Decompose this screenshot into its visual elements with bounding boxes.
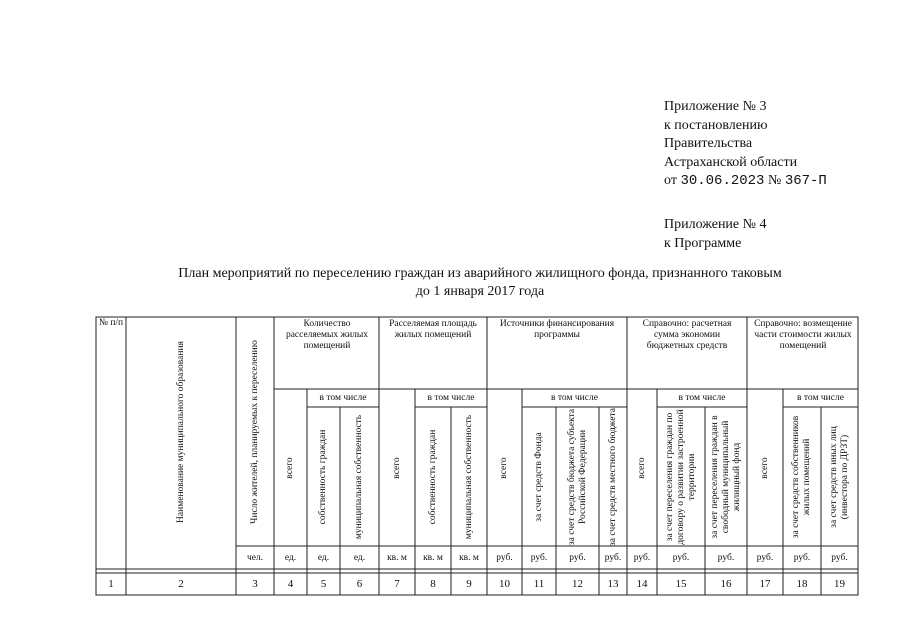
column-number-cell: 11 bbox=[533, 578, 545, 590]
col-area-municipal-label: муниципальная собственность bbox=[463, 414, 474, 540]
column-number-cell: 19 bbox=[834, 578, 845, 590]
number-sign: № bbox=[767, 173, 782, 188]
column-number-cell: 15 bbox=[675, 578, 687, 590]
unit-cell: руб. bbox=[672, 552, 690, 563]
column-number-cell: 9 bbox=[466, 578, 472, 590]
header-residents bbox=[236, 318, 274, 546]
unit-cell: руб. bbox=[633, 552, 651, 563]
resolution-number: 367-П bbox=[784, 173, 827, 189]
column-number-cell: 18 bbox=[796, 578, 808, 590]
col-count-total-label: всего bbox=[285, 457, 295, 479]
col-sources-fund bbox=[522, 408, 556, 546]
column-number-cell: 10 bbox=[499, 578, 510, 590]
col-count-citizens-label: собственность граждан bbox=[318, 429, 328, 525]
column-number-cell: 2 bbox=[178, 578, 184, 590]
incl-label-sources: в том числе bbox=[551, 393, 598, 403]
col-savings-total bbox=[627, 390, 657, 546]
group-refund-header: Справочно: возмещение части стоимости жилых помещений bbox=[754, 319, 852, 351]
unit-cell: ед. bbox=[317, 552, 330, 563]
group-area-header: Расселяемая площадь жилых помещений bbox=[389, 319, 477, 340]
col-sources-local-label: за счет средств местного бюджета bbox=[607, 408, 618, 546]
title-line1: План мероприятий по переселению граждан из аварийного жилищного фонда, признанного таковым bbox=[178, 266, 782, 281]
col-refund-investor bbox=[821, 408, 858, 546]
col-count-total bbox=[274, 390, 307, 546]
appendix-3-block bbox=[664, 98, 827, 191]
header-municipality bbox=[126, 318, 236, 546]
col-sources-region bbox=[556, 408, 599, 546]
column-number-cell: 8 bbox=[430, 578, 436, 590]
col-refund-owners bbox=[783, 408, 821, 546]
col-area-citizens bbox=[415, 408, 451, 546]
col-refund-investor-label: за счет средств иных лиц (инвестора по ДРЗТ) bbox=[828, 426, 850, 528]
column-number-cell: 5 bbox=[320, 578, 327, 590]
column-number-cell: 13 bbox=[607, 578, 619, 590]
unit-cell: руб. bbox=[756, 552, 774, 563]
unit-cell: руб. bbox=[717, 552, 735, 563]
title-line2: до 1 января 2017 года bbox=[415, 284, 545, 299]
col-area-total bbox=[379, 390, 415, 546]
col-savings-development-label: за счет переселения граждан по договору о развитии застроенной территории bbox=[664, 409, 697, 545]
incl-label-savings: в том числе bbox=[678, 393, 726, 403]
group-count-header: Количество расселяемых жилых помещений bbox=[285, 319, 369, 351]
resolution-date: 30.06.2023 bbox=[680, 173, 765, 189]
unit-cell: кв. м bbox=[459, 552, 479, 563]
incl-label-count: в том числе bbox=[319, 393, 367, 403]
col-count-citizens bbox=[307, 408, 340, 546]
unit-cell: ед. bbox=[353, 552, 366, 563]
col-area-citizens-label: собственность граждан bbox=[427, 429, 438, 525]
appendix-3-line4: Астраханской области bbox=[664, 154, 798, 170]
column-number-cell: 16 bbox=[720, 578, 732, 590]
col-savings-free-fund bbox=[705, 408, 747, 546]
col-sources-local bbox=[599, 408, 627, 546]
header-number: № п/п bbox=[98, 318, 124, 328]
unit-cell: руб. bbox=[831, 552, 848, 563]
appendix-3-line3: Правительства bbox=[664, 136, 753, 151]
appendix-4-line1: Приложение № 4 bbox=[664, 217, 767, 232]
unit-cell: руб. bbox=[569, 552, 586, 563]
appendix-4-line2: к Программе bbox=[664, 235, 742, 251]
col-area-municipal bbox=[451, 408, 487, 546]
col-refund-total-label: всего bbox=[759, 457, 770, 479]
group-savings-header: Справочно: расчетная сумма экономии бюджетных средств bbox=[642, 319, 732, 351]
col-count-municipal-label: муниципальная собственность bbox=[354, 414, 364, 540]
col-refund-total bbox=[747, 390, 783, 546]
header-residents-label: Число жителей, планируемых к переселению bbox=[249, 340, 260, 524]
unit-cell: руб. bbox=[530, 552, 548, 563]
col-sources-region-label: за счет средств бюджета субъекта Российской Федерации bbox=[566, 408, 588, 546]
appendix-3-line1: Приложение № 3 bbox=[664, 99, 767, 114]
unit-cell: чел. bbox=[246, 552, 264, 563]
col-sources-total bbox=[487, 390, 522, 546]
col-count-municipal bbox=[340, 408, 379, 546]
unit-cell: кв. м bbox=[387, 552, 407, 563]
unit-cell: руб. bbox=[604, 552, 622, 563]
column-number-cell: 7 bbox=[394, 578, 400, 590]
appendix-4-block bbox=[664, 216, 767, 253]
document-title bbox=[100, 265, 860, 301]
col-savings-free-fund-label: за счет переселения граждан в свободный муниципальный жилищный фонд bbox=[709, 415, 742, 539]
column-number-cell: 14 bbox=[636, 578, 648, 590]
unit-cell: руб. bbox=[496, 552, 513, 563]
col-area-total-label: всего bbox=[391, 457, 402, 479]
column-number-cell: 17 bbox=[759, 578, 771, 590]
col-refund-owners-label: за счет средств собственников жилых помещений bbox=[791, 415, 812, 539]
col-sources-total-label: всего bbox=[499, 457, 509, 479]
column-number-cell: 6 bbox=[356, 578, 363, 590]
column-number-cell: 4 bbox=[287, 578, 294, 590]
column-number-cell: 3 bbox=[252, 578, 258, 590]
date-prefix: от bbox=[664, 173, 677, 188]
header-municipality-label: Наименование муниципального образования bbox=[175, 341, 186, 523]
incl-label-refund: в том числе bbox=[797, 393, 844, 403]
appendix-3-line2: к постановлению bbox=[664, 117, 768, 133]
group-sources-header: Источники финансирования программы bbox=[499, 319, 615, 340]
column-number-cell: 12 bbox=[572, 578, 583, 590]
unit-cell: руб. bbox=[793, 552, 811, 563]
col-savings-total-label: всего bbox=[636, 457, 647, 479]
appendix-3-date-line bbox=[664, 172, 827, 191]
col-savings-development bbox=[657, 408, 705, 546]
column-number-cell: 1 bbox=[108, 578, 114, 590]
col-sources-fund-label: за счет средств Фонда bbox=[533, 432, 544, 522]
unit-cell: ед. bbox=[284, 552, 297, 563]
incl-label-area: в том числе bbox=[427, 393, 475, 403]
unit-cell: кв. м bbox=[423, 552, 443, 563]
